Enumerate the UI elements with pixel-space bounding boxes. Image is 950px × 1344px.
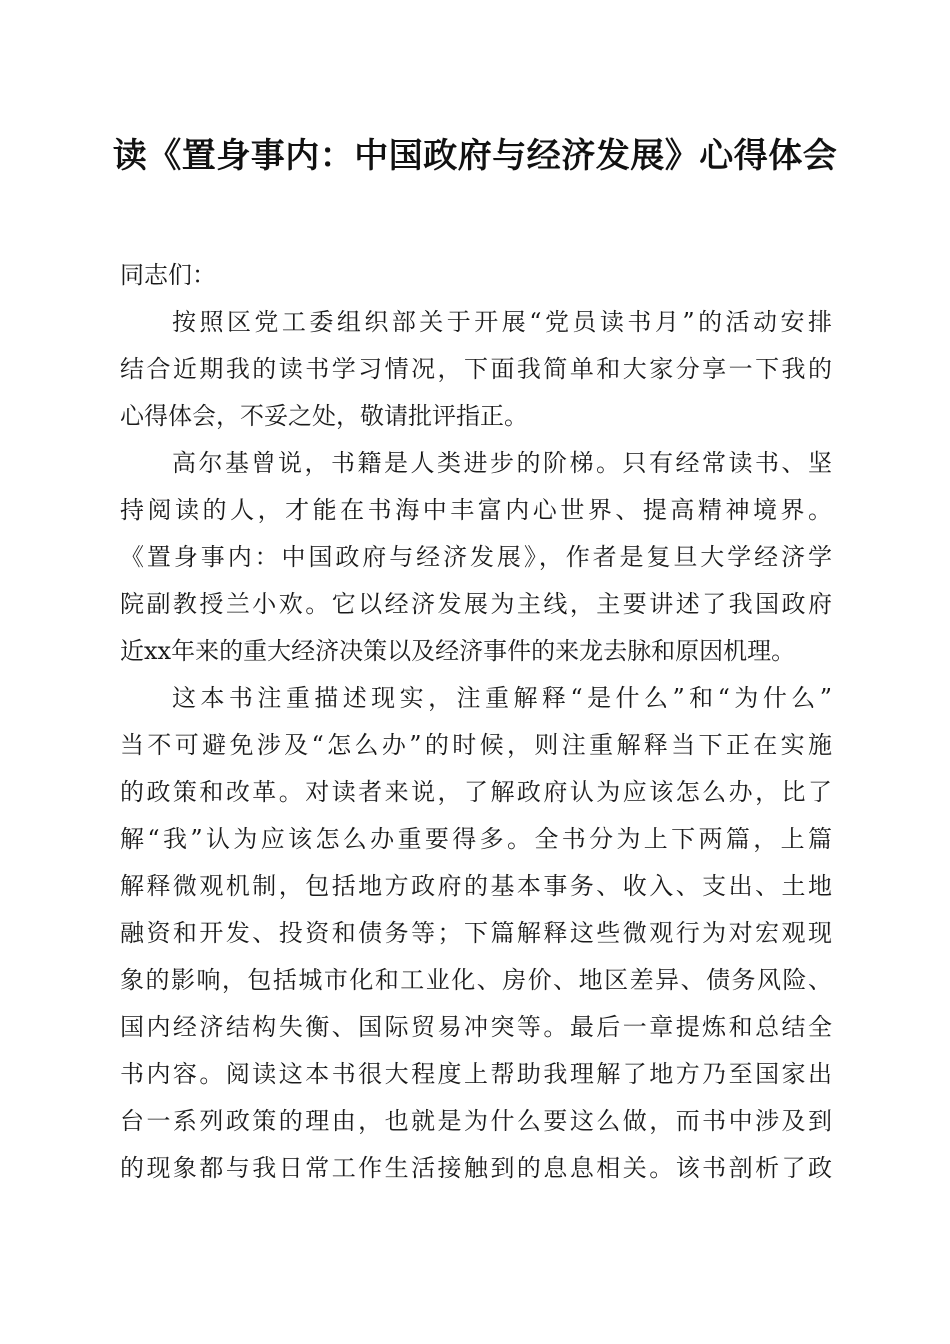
paragraph-3-line: 这本书注重描述现实，注重解释“是什么”和“为什么” [172, 684, 832, 712]
document-body [120, 252, 832, 1192]
salutation: 同志们： [120, 261, 216, 289]
paragraph-1-line: 心得体会，不妥之处，敬请批评指正。 [120, 402, 528, 430]
paragraph-1-line: 按照区党工委组织部关于开展“党员读书月”的活动安排 [172, 308, 832, 336]
paragraph-3-line: 解释微观机制，包括地方政府的基本事务、收入、支出、土地 [120, 872, 832, 900]
paragraph-2-line: 高尔基曾说，书籍是人类进步的阶梯。只有经常读书、坚 [172, 449, 832, 477]
paragraph-3-line: 当不可避免涉及“怎么办”的时候，则注重解释当下正在实施 [120, 731, 832, 759]
paragraph-2-line: 《置身事内：中国政府与经济发展》，作者是复旦大学经济学 [120, 543, 832, 571]
paragraph-3-line: 象的影响，包括城市化和工业化、房价、地区差异、债务风险、 [120, 966, 832, 994]
document-title: 读《置身事内：中国政府与经济发展》心得体会 [112, 136, 838, 176]
paragraph-3-line: 融资和开发、投资和债务等；下篇解释这些微观行为对宏观现 [120, 919, 832, 947]
paragraph-3-line: 解“我”认为应该怎么办重要得多。全书分为上下两篇，上篇 [120, 825, 832, 853]
paragraph-3-line: 国内经济结构失衡、国际贸易冲突等。最后一章提炼和总结全 [120, 1013, 832, 1041]
paragraph-2-line: 院副教授兰小欢。它以经济发展为主线，主要讲述了我国政府 [120, 590, 832, 618]
paragraph-3-line: 的政策和改革。对读者来说，了解政府认为应该怎么办，比了 [120, 778, 832, 806]
paragraph-2-line: 持阅读的人，才能在书海中丰富内心世界、提高精神境界。 [120, 496, 832, 524]
paragraph-3-line: 台一系列政策的理由，也就是为什么要这么做，而书中涉及到 [120, 1107, 832, 1135]
paragraph-2-line: 近xx年来的重大经济决策以及经济事件的来龙去脉和原因机理。 [120, 637, 796, 665]
paragraph-1-line: 结合近期我的读书学习情况，下面我简单和大家分享一下我的 [120, 355, 832, 383]
paragraph-3-line: 的现象都与我日常工作生活接触到的息息相关。该书剖析了政 [120, 1154, 832, 1182]
paragraph-3-line: 书内容。阅读这本书很大程度上帮助我理解了地方乃至国家出 [120, 1060, 832, 1088]
